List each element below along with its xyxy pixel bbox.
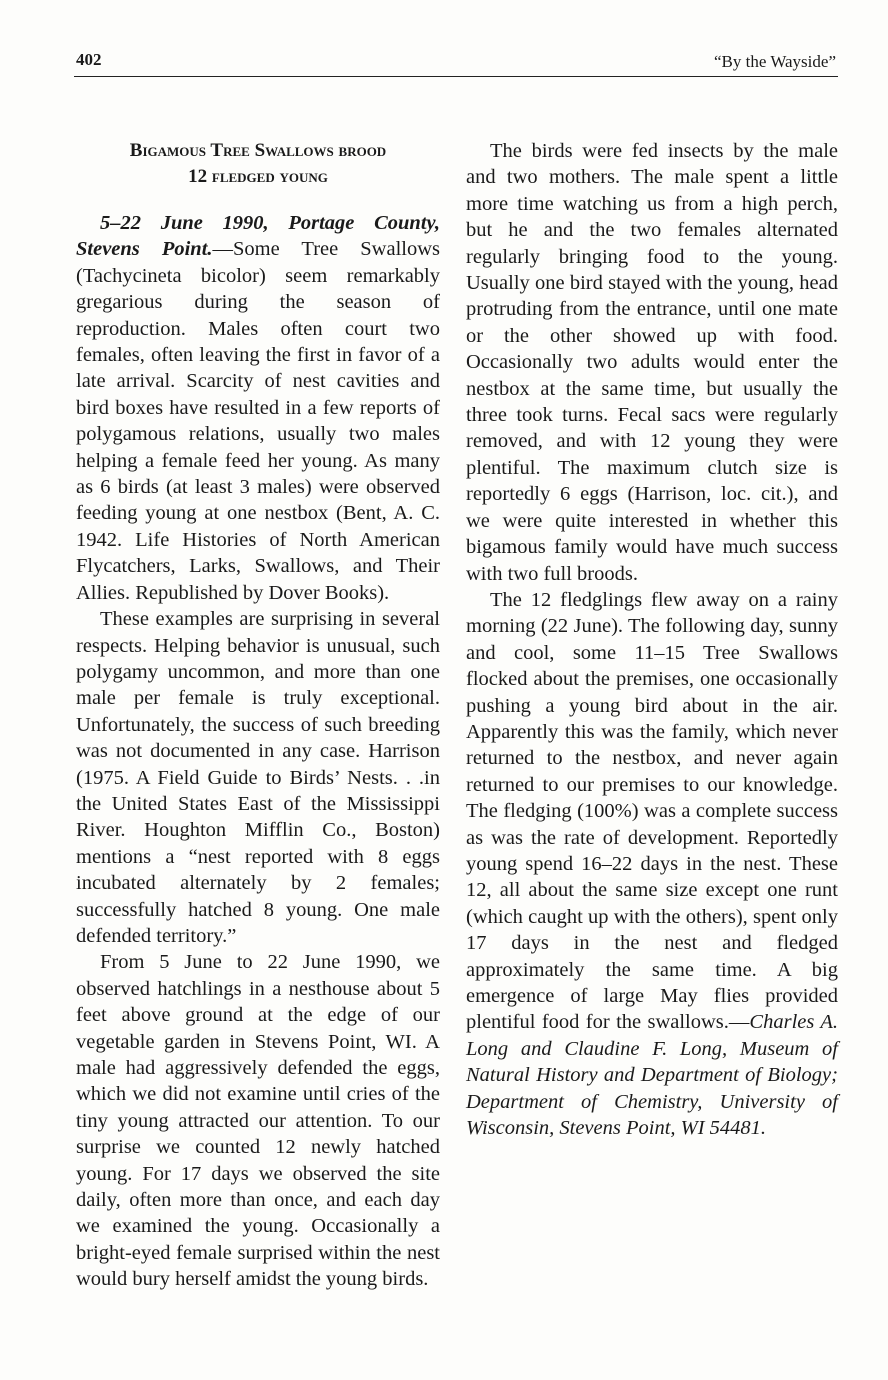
article-title-line-2: 12 fledged young <box>188 166 328 187</box>
paragraph-1 <box>76 210 440 606</box>
article-title <box>76 138 440 190</box>
paragraph-5-text: The 12 fledglings flew away on a rainy morning (22 June). The following day, sunny and cool, some 11–15 Tree Swallows flocked about the premises, one occasionally pushing a young bird about in the air. Apparently this was the family, which never returned to the nestbox, and never again returned to our premises to our knowledge. The fledging (100%) was a complete success as was the rate of development. Reportedly young spend 16–22 days in the nest. These 12, all about the same size except one runt (which caught up with the others), spent only 17 days in the nest and fledged approximately the same time. A big emergence of large May flies provided plentiful food for the swallows.— <box>466 588 838 1034</box>
paragraph-4: The birds were fed insects by the male and two mothers. The male spent a little more time watching us from a high perch, but he and the two females alternated regularly bringing food to the young. Usually one bird stayed with the young, head protruding from the entrance, until one mate or the other showed up with food. Occasionally two adults would enter the nestbox at the same time, but usually the three took turns. Fecal sacs were regularly removed, and with 12 young they were plentiful. The maximum clutch size is reportedly 6 eggs (Harrison, loc. cit.), and we were quite interested in whether this bigamous family would have much success with two full broods. <box>466 140 838 585</box>
article-title-line-1: Bigamous Tree Swallows brood <box>129 140 387 161</box>
right-column <box>466 138 838 1141</box>
paragraph-5 <box>466 587 838 1142</box>
author-signature: Charles A. Long and Claudine F. Long, Museum of Natural History and Department of Biology; Department of Chemistry, University of Wisconsin, Stevens Point, WI 54481. <box>466 1011 838 1140</box>
running-head: “By the Wayside” <box>713 52 836 71</box>
lead-dateline: 5–22 June 1990, Portage County, Stevens Point. <box>76 212 440 261</box>
paragraph-3: From 5 June to 22 June 1990, we observed hatchlings in a nesthouse about 5 feet above ground at the edge of our vegetable garden in Stevens Point, WI. A male had aggressively defended the eggs, which we did not examine until cries of the tiny young attracted our attention. To our surprise we counted 12 newly hatched young. For 17 days we observed the site daily, often more than once, and each day we examined the young. Occasionally a bright-eyed female surprised within the nest would bury herself amidst the young birds. <box>76 951 440 1291</box>
paragraph-1-text: —Some Tree Swallows (Tachycineta bicolor) seem remarkably gregarious during the season of reproduction. Males often court two females, often leaving the first in favor of a late arrival. Scarcity of nest cavities and bird boxes have resulted in a few reports of polygamous relations, usually two males helping a female feed her young. As many as 6 birds (at least 3 males) were observed feeding young at one nestbox (Bent, A. C. 1942. Life Histories of North American Flycatchers, Larks, Swallows, and Their Allies. Republished by Dover Books). <box>76 238 440 604</box>
left-column <box>76 138 440 1293</box>
page-number: 402 <box>76 50 102 69</box>
running-header <box>74 48 838 77</box>
paragraph-2: These examples are surprising in several respects. Helping behavior is unusual, such polygamy uncommon, and more than one male per female is truly exceptional. Unfortunately, the success of such breeding was not documented in any case. Harrison (1975. A Field Guide to Birds’ Nests. . .in the United States East of the Mississippi River. Houghton Mifflin Co., Boston) mentions a “nest reported with 8 eggs incubated alternately by 2 females; successfully hatched 8 young. One male defended territory.” <box>76 608 440 947</box>
